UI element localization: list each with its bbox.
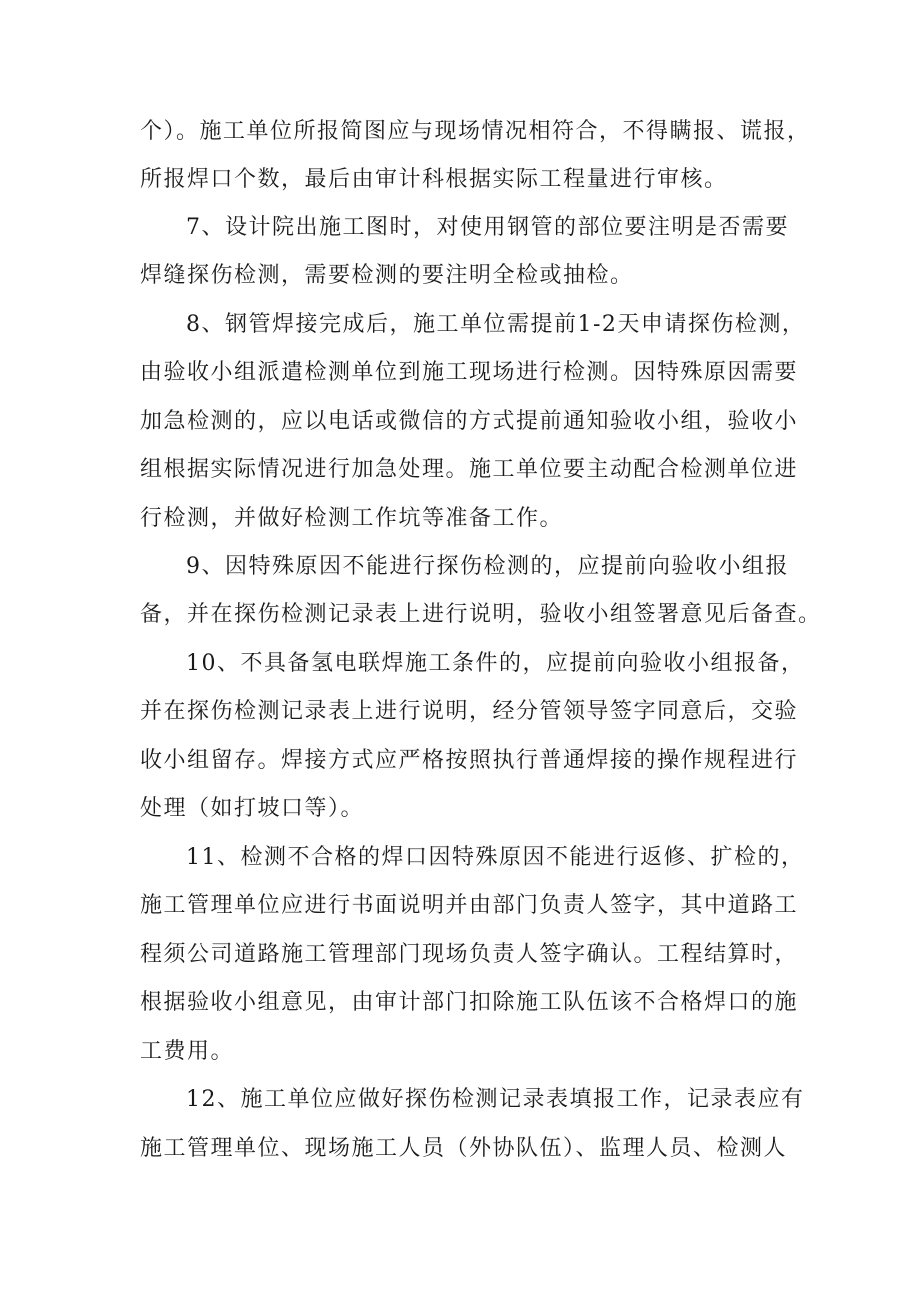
text-line: 施工管理单位、现场施工人员（外协队伍）、监理人员、检测人 bbox=[140, 1136, 788, 1161]
paragraph-12-start: 12、施工单位应做好探伤检测记录表填报工作，记录表应有 bbox=[186, 1087, 805, 1112]
text-line: 程须公司道路施工管理部门现场负责人签字确认。工程结算时， bbox=[140, 942, 799, 967]
text-line: 并在探伤检测记录表上进行说明，经分管领导签字同意后，交验 bbox=[140, 699, 799, 724]
text-line: 焊缝探伤检测，需要检测的要注明全检或抽检。 bbox=[140, 263, 634, 288]
text-line: 收小组留存。焊接方式应严格按照执行普通焊接的操作规程进行 bbox=[140, 748, 799, 773]
text-line: 组根据实际情况进行加急处理。施工单位要主动配合检测单位进 bbox=[140, 457, 799, 482]
text-line: 根据验收小组意见，由审计部门扣除施工队伍该不合格焊口的施 bbox=[140, 990, 799, 1015]
text-line: 由验收小组派遣检测单位到施工现场进行检测。因特殊原因需要 bbox=[140, 360, 799, 385]
paragraph-7-start: 7、设计院出施工图时，对使用钢管的部位要注明是否需要 bbox=[186, 215, 789, 240]
text-line: 行检测，并做好检测工作坑等准备工作。 bbox=[140, 506, 564, 531]
text-line: 个）。施工单位所报简图应与现场情况相符合，不得瞒报、谎报， bbox=[140, 119, 811, 144]
text-line: 备，并在探伤检测记录表上进行说明，验收小组签署意见后备查。 bbox=[140, 602, 822, 627]
text-line: 所报焊口个数，最后由审计科根据实际工程量进行审核。 bbox=[140, 167, 728, 192]
paragraph-9-start: 9、因特殊原因不能进行探伤检测的，应提前向验收小组报 bbox=[186, 554, 789, 579]
text-line: 处理（如打坡口等）。 bbox=[140, 796, 365, 821]
text-line: 施工管理单位应进行书面说明并由部门负责人签字，其中道路工 bbox=[140, 893, 799, 918]
paragraph-11-start: 11、检测不合格的焊口因特殊原因不能进行返修、扩检的， bbox=[186, 845, 805, 870]
text-line: 加急检测的，应以电话或微信的方式提前通知验收小组，验收小 bbox=[140, 409, 799, 434]
paragraph-8-start: 8、钢管焊接完成后，施工单位需提前1-2天申请探伤检测， bbox=[186, 312, 806, 337]
paragraph-10-start: 10、不具备氢电联焊施工条件的，应提前向验收小组报备， bbox=[186, 651, 805, 676]
text-line: 工费用。 bbox=[140, 1039, 235, 1064]
